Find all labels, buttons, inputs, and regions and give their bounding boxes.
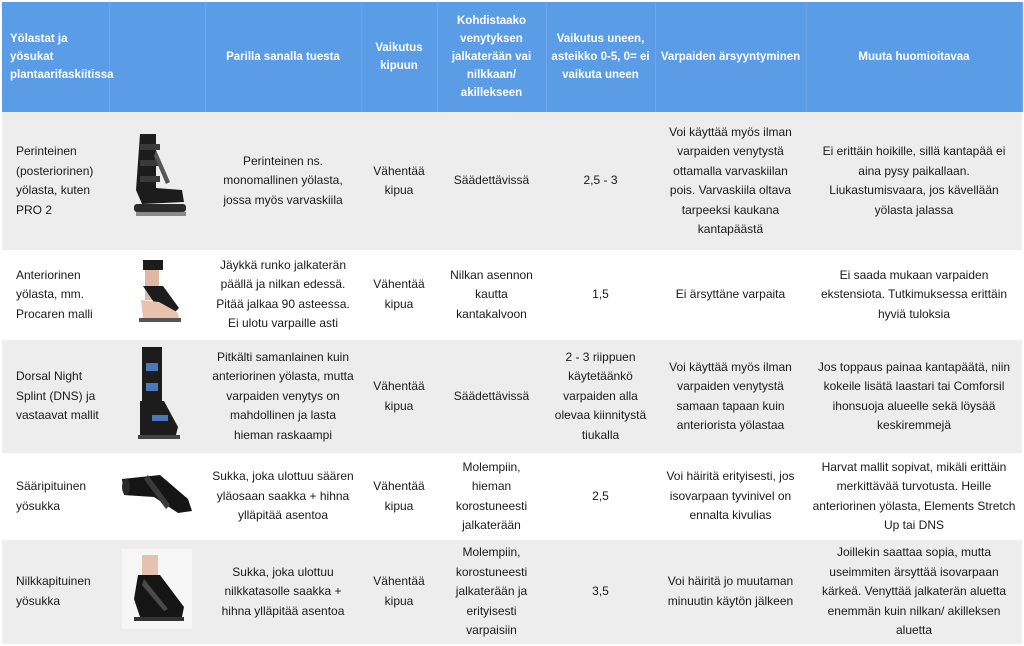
- product-image-cell: [109, 112, 205, 249]
- table-row: [2, 453, 1022, 539]
- stretch-target: Molempiin, korostuneesti jalkaterään ja erityisesti varpaisiin: [437, 540, 546, 644]
- product-name: Anteriorinen yölasta, mm. Procaren malli: [2, 250, 109, 340]
- table-row: [2, 340, 1022, 453]
- header-pain-effect: Vaikutus kipuun: [361, 2, 437, 112]
- other-notes: Jos toppaus painaa kantapäätä, niin kokeile lisätä laastari tai Comforsil ihonsuoja alueelle sekä löysää keskiremmejä: [806, 340, 1022, 453]
- pain-effect: Vähentää kipua: [361, 250, 437, 340]
- product-image-cell: [109, 250, 205, 340]
- anterior-night-splint-image: [129, 256, 185, 328]
- sleep-effect: 2 - 3 riippuen käytetäänkö varpaiden alla olevaa kiinnitystä tiukalla: [546, 340, 655, 453]
- header-image: [109, 2, 205, 112]
- other-notes: Ei saada mukaan varpaiden ekstensiota. Tutkimuksessa erittäin hyviä tuloksia: [806, 250, 1022, 340]
- stretch-target: Molempiin, hieman korostuneesti jalkaterään: [437, 453, 546, 539]
- toe-irritation: Voi häiritä jo muutaman minuutin käytön jälkeen: [655, 540, 806, 644]
- table-row: [2, 540, 1022, 644]
- pain-effect: Vähentää kipua: [361, 453, 437, 539]
- pain-effect: Vähentää kipua: [361, 540, 437, 644]
- stretch-target: Säädettävissä: [437, 112, 546, 249]
- pain-effect: Vähentää kipua: [361, 112, 437, 249]
- ankle-length-night-sock-image: [122, 549, 192, 629]
- sleep-effect: 3,5: [546, 540, 655, 644]
- toe-irritation: Voi käyttää myös ilman varpaiden venytystä ottamalla varvaskiilan pois. Varvaskiila oltava tarpeeksi kaukana kantapäästä: [655, 112, 806, 249]
- product-name: Nilkkapituinen yösukka: [2, 540, 109, 644]
- toe-irritation: Voi käyttää myös ilman varpaiden venytystä samaan tapaan kuin anteriorista yölastaa: [655, 340, 806, 453]
- product-name: Perinteinen (posteriorinen) yölasta, kuten PRO 2: [2, 112, 109, 249]
- header-sleep-effect: Vaikutus uneen, asteikko 0-5, 0= ei vaikuta uneen: [546, 2, 655, 112]
- sleep-effect: 2,5 - 3: [546, 112, 655, 249]
- sleep-effect: 2,5: [546, 453, 655, 539]
- header-description: Parilla sanalla tuesta: [205, 2, 361, 112]
- product-image-cell: [109, 340, 205, 453]
- other-notes: Ei erittäin hoikille, sillä kantapää ei aina pysy paikallaan. Liukastumisvaara, jos kävellään yölasta jalassa: [806, 112, 1022, 249]
- product-name: Sääripituinen yösukka: [2, 453, 109, 539]
- stretch-target: Nilkan asennon kautta kantakalvoon: [437, 250, 546, 340]
- header-other-notes: Muuta huomioitavaa: [806, 2, 1022, 112]
- calf-length-night-sock-image: [118, 465, 196, 521]
- header-stretch-target: Kohdistaako venytyksen jalkaterään vai nilkkaan/ akillekseen: [437, 2, 546, 112]
- toe-irritation: Ei ärsyttäne varpaita: [655, 250, 806, 340]
- header-row: [2, 2, 1022, 112]
- description: Sukka, joka ulottuu nilkkatasolle saakka + hihna ylläpitää asentoa: [205, 540, 361, 644]
- product-image-cell: [109, 453, 205, 539]
- dorsal-night-splint-image: [130, 343, 184, 443]
- posterior-night-splint-image: [126, 130, 188, 226]
- other-notes: Joillekin saattaa sopia, mutta useimmiten ärsyttää isovarpaan kärkeä. Venyttää jalkaterän aluetta enemmän kuin nilkan/ akilleksen aluetta: [806, 540, 1022, 644]
- product-name: Dorsal Night Splint (DNS) ja vastaavat mallit: [2, 340, 109, 453]
- other-notes: Harvat mallit sopivat, mikäli erittäin merkittävää turvotusta. Heille anteriorinen yölasta, Elements Stretch Up tai DNS: [806, 453, 1022, 539]
- header-toe-irritation: Varpaiden ärsyyntyminen: [655, 2, 806, 112]
- description: Pitkälti samanlainen kuin anteriorinen yölasta, mutta varpaiden venytys on mahdollinen ja lasta hieman raskaampi: [205, 340, 361, 453]
- product-image-cell: [109, 540, 205, 644]
- header-product-type: Yölastat ja yösukat plantaarifaskiitissa: [2, 2, 109, 112]
- description: Perinteinen ns. monomallinen yölasta, jossa myös varvaskiila: [205, 112, 361, 249]
- description: Sukka, joka ulottuu säären yläosaan saakka + hihna ylläpitää asentoa: [205, 453, 361, 539]
- table-row: [2, 250, 1022, 340]
- stretch-target: Säädettävissä: [437, 340, 546, 453]
- pain-effect: Vähentää kipua: [361, 340, 437, 453]
- sleep-effect: 1,5: [546, 250, 655, 340]
- toe-irritation: Voi häiritä erityisesti, jos isovarpaan tyvinivel on ennalta kivulias: [655, 453, 806, 539]
- comparison-table: [2, 2, 1023, 644]
- description: Jäykkä runko jalkaterän päällä ja nilkan edessä. Pitää jalkaa 90 asteessa. Ei ulotu varpaille asti: [205, 250, 361, 340]
- table-row: [2, 112, 1022, 249]
